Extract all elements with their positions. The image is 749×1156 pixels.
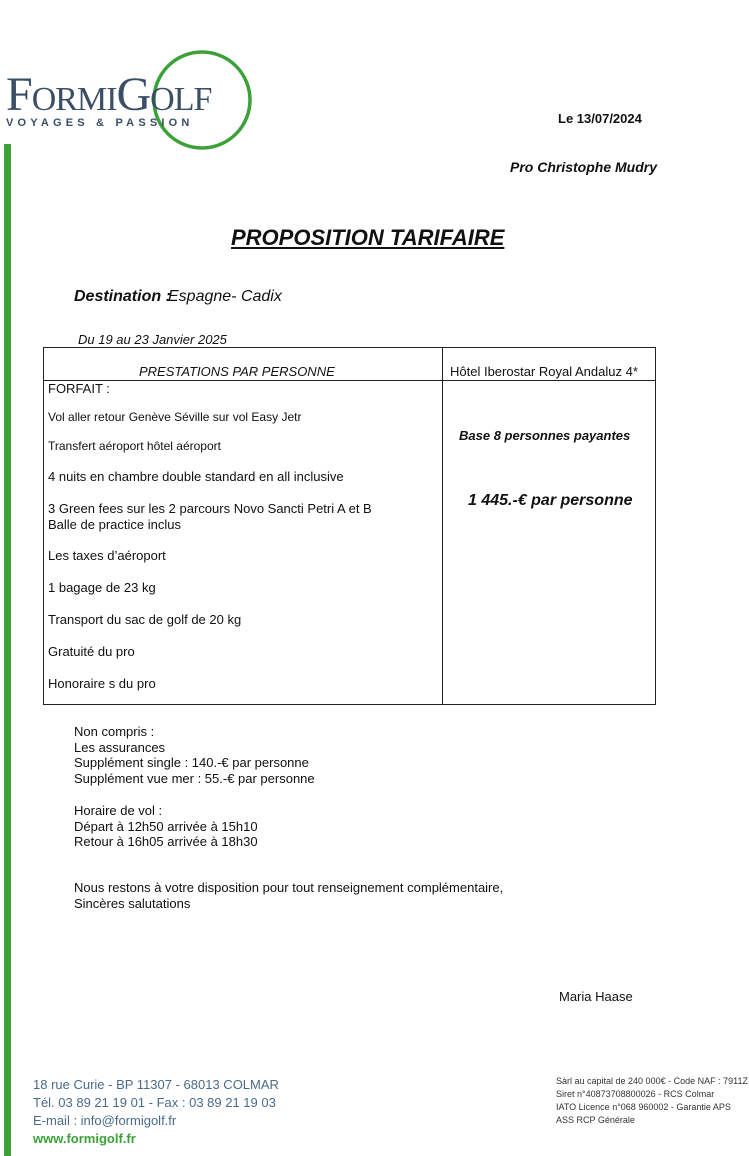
service-item: Gratuité du pro	[48, 644, 135, 659]
letter-date: Le 13/07/2024	[558, 111, 642, 126]
service-item: 1 bagage de 23 kg	[48, 580, 156, 595]
not-included-line: Supplément vue mer : 55.-€ par personne	[74, 771, 315, 786]
company-logo: FORMIGOLF	[6, 68, 212, 121]
closing-line: Nous restons à votre disposition pour tout renseignement complémentaire,	[74, 880, 504, 895]
footer-email[interactable]: E-mail : info@formigolf.fr	[33, 1113, 177, 1128]
destination-value: Espagne- Cadix	[168, 288, 282, 305]
flight-line: Retour à 16h05 arrivée à 18h30	[74, 834, 258, 849]
flight-line: Départ à 12h50 arrivée à 15h10	[74, 819, 258, 834]
price-basis: Base 8 personnes payantes	[459, 428, 631, 443]
recipient: Pro Christophe Mudry	[510, 159, 658, 175]
service-item: 4 nuits en chambre double standard en all inclusive	[48, 469, 344, 484]
service-item: Transport du sac de golf de 20 kg	[48, 612, 242, 627]
not-included-line: Les assurances	[74, 740, 166, 755]
service-item: 3 Green fees sur les 2 parcours Novo Sancti Petri A et B	[48, 501, 372, 516]
service-item: Transfert aéroport hôtel aéroport	[48, 439, 221, 453]
travel-period: Du 19 au 23 Janvier 2025	[78, 332, 227, 347]
footer-legal-line: ASS RCP Générale	[556, 1115, 635, 1125]
price-per-person: 1 445.-€ par personne	[468, 492, 633, 509]
signature-name: Maria Haase	[559, 989, 633, 1004]
table-header-divider	[43, 380, 656, 381]
logo-tagline: VOYAGES & PASSION	[6, 117, 194, 129]
footer-legal-line: Siret n°40873708800026 - RCS Colmar	[556, 1089, 715, 1099]
destination-label: Destination :	[74, 288, 171, 305]
table-column-divider	[442, 347, 443, 705]
not-included-heading: Non compris :	[74, 724, 155, 739]
service-item: Balle de practice inclus	[48, 517, 181, 532]
footer-legal-line: IATO Licence n°068 960002 - Garantie APS	[556, 1102, 731, 1112]
not-included-line: Supplément single : 140.-€ par personne	[74, 755, 309, 770]
service-item: Vol aller retour Genève Séville sur vol Easy Jetr	[48, 410, 302, 424]
flight-schedule-heading: Horaire de vol :	[74, 803, 163, 818]
closing-line: Sincères salutations	[74, 896, 191, 911]
document-title: PROPOSITION TARIFAIRE	[231, 225, 505, 250]
footer-address: 18 rue Curie - BP 11307 - 68013 COLMAR	[33, 1077, 279, 1092]
footer-phone: Tél. 03 89 21 19 01 - Fax : 03 89 21 19 03	[33, 1095, 276, 1110]
table-header-hotel: Hôtel Iberostar Royal Andaluz 4*	[450, 364, 638, 379]
service-item: FORFAIT :	[48, 381, 110, 396]
service-item: Honoraire s du pro	[48, 676, 156, 691]
margin-accent-bar	[4, 144, 11, 1156]
footer-website-link[interactable]: www.formigolf.fr	[33, 1131, 136, 1146]
service-item: Les taxes d’aéroport	[48, 548, 166, 563]
table-header-services: PRESTATIONS PAR PERSONNE	[139, 364, 335, 379]
footer-legal-line: Sàrl au capital de 240 000€ - Code NAF : 7911Z	[556, 1076, 748, 1086]
